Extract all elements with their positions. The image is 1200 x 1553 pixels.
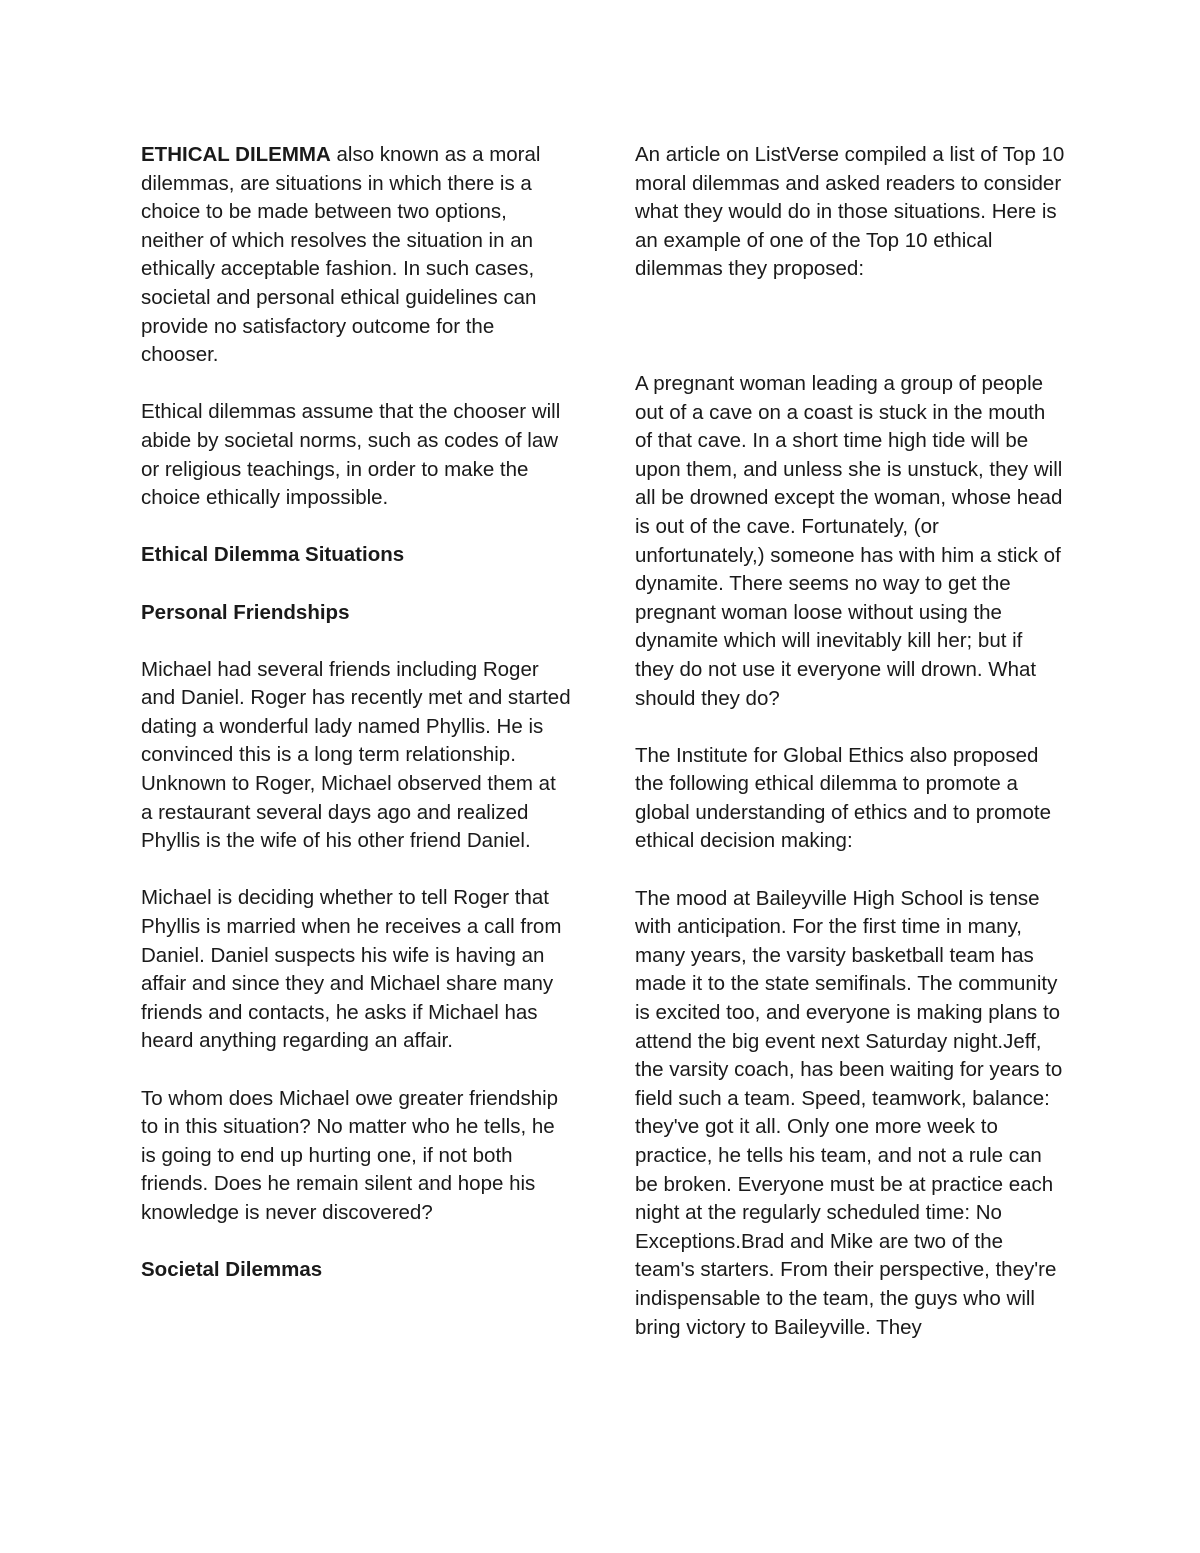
- societal-heading: Societal Dilemmas: [141, 1258, 323, 1282]
- friendships-paragraph-2: Michael is deciding whether to tell Roger that Phyllis is married when he receives a call from Daniel. Daniel suspects his wife is having an affair and since they and Michael share many friends and contacts, he asks if Michael has heard anything regarding an affair.: [141, 886, 562, 1053]
- intro-term: ETHICAL DILEMMA: [141, 143, 331, 166]
- friendships-paragraph-3: To whom does Michael owe greater friendship to in this situation? No matter who he tells, he is going to end up hurting one, if not both friends. Does he remain silent and hope his knowledge is never discovered?: [141, 1086, 559, 1224]
- intro-text: also known as a moral dilemmas, are situations in which there is a choice to be made between two options, neither of which resolves the situation in an ethically acceptable fashion. In such cases, societal and personal ethical guidelines can provide no satisfactory outcome for the chooser.: [141, 143, 541, 367]
- cave-dilemma-paragraph: A pregnant woman leading a group of people out of a cave on a coast is stuck in the mouth of that cave. In a short time high tide will be upon them, and unless she is unstuck, they will all be drowned except the woman, whose head is out of the cave. Fortunately, (or unfortunately,) someone has with him a stick of dynamite. There seems no way to get the pregnant woman loose without using the dynamite which will inevitably kill her; but if they do not use it everyone will drown. What should they do?: [635, 371, 1063, 710]
- baileyville-paragraph: The mood at Baileyville High School is tense with anticipation. For the first time in many, many years, the varsity basketball team has made it to the state semifinals. The community is excited too, and everyone is making plans to attend the big event next Saturday night.Jeff, the varsity coach, has been waiting for years to field such a team. Speed, teamwork, balance: they've got it all. Only one more week to practice, he tells his team, and not a rule can be broken. Everyone must be at practice each night at the regularly scheduled time: No Exceptions.Brad and Mike are two of the team's starters. From their perspective, they're indispensable to the team, the guys who will bring victory to Baileyville. They: [635, 886, 1063, 1339]
- left-column: [141, 141, 571, 1285]
- listverse-paragraph: An article on ListVerse compiled a list of Top 10 moral dilemmas and asked readers to consider what they would do in those situations. Here is an example of one of the Top 10 ethical dilemmas they proposed:: [635, 143, 1065, 281]
- assumption-paragraph: Ethical dilemmas assume that the chooser will abide by societal norms, such as codes of law or religious teachings, in order to make the choice ethically impossible.: [141, 400, 561, 510]
- institute-paragraph: The Institute for Global Ethics also proposed the following ethical dilemma to promote a global understanding of ethics and to promote ethical decision making:: [635, 743, 1051, 853]
- friendships-heading: Personal Friendships: [141, 600, 350, 624]
- situations-heading: Ethical Dilemma Situations: [141, 543, 405, 567]
- right-column: [635, 141, 1065, 1342]
- friendships-paragraph-1: Michael had several friends including Roger and Daniel. Roger has recently met and started dating a wonderful lady named Phyllis. He is convinced this is a long term relationship. Unknown to Roger, Michael observed them at a restaurant several days ago and realized Phyllis is the wife of his other friend Daniel.: [141, 657, 571, 853]
- intro-paragraph: [141, 141, 571, 370]
